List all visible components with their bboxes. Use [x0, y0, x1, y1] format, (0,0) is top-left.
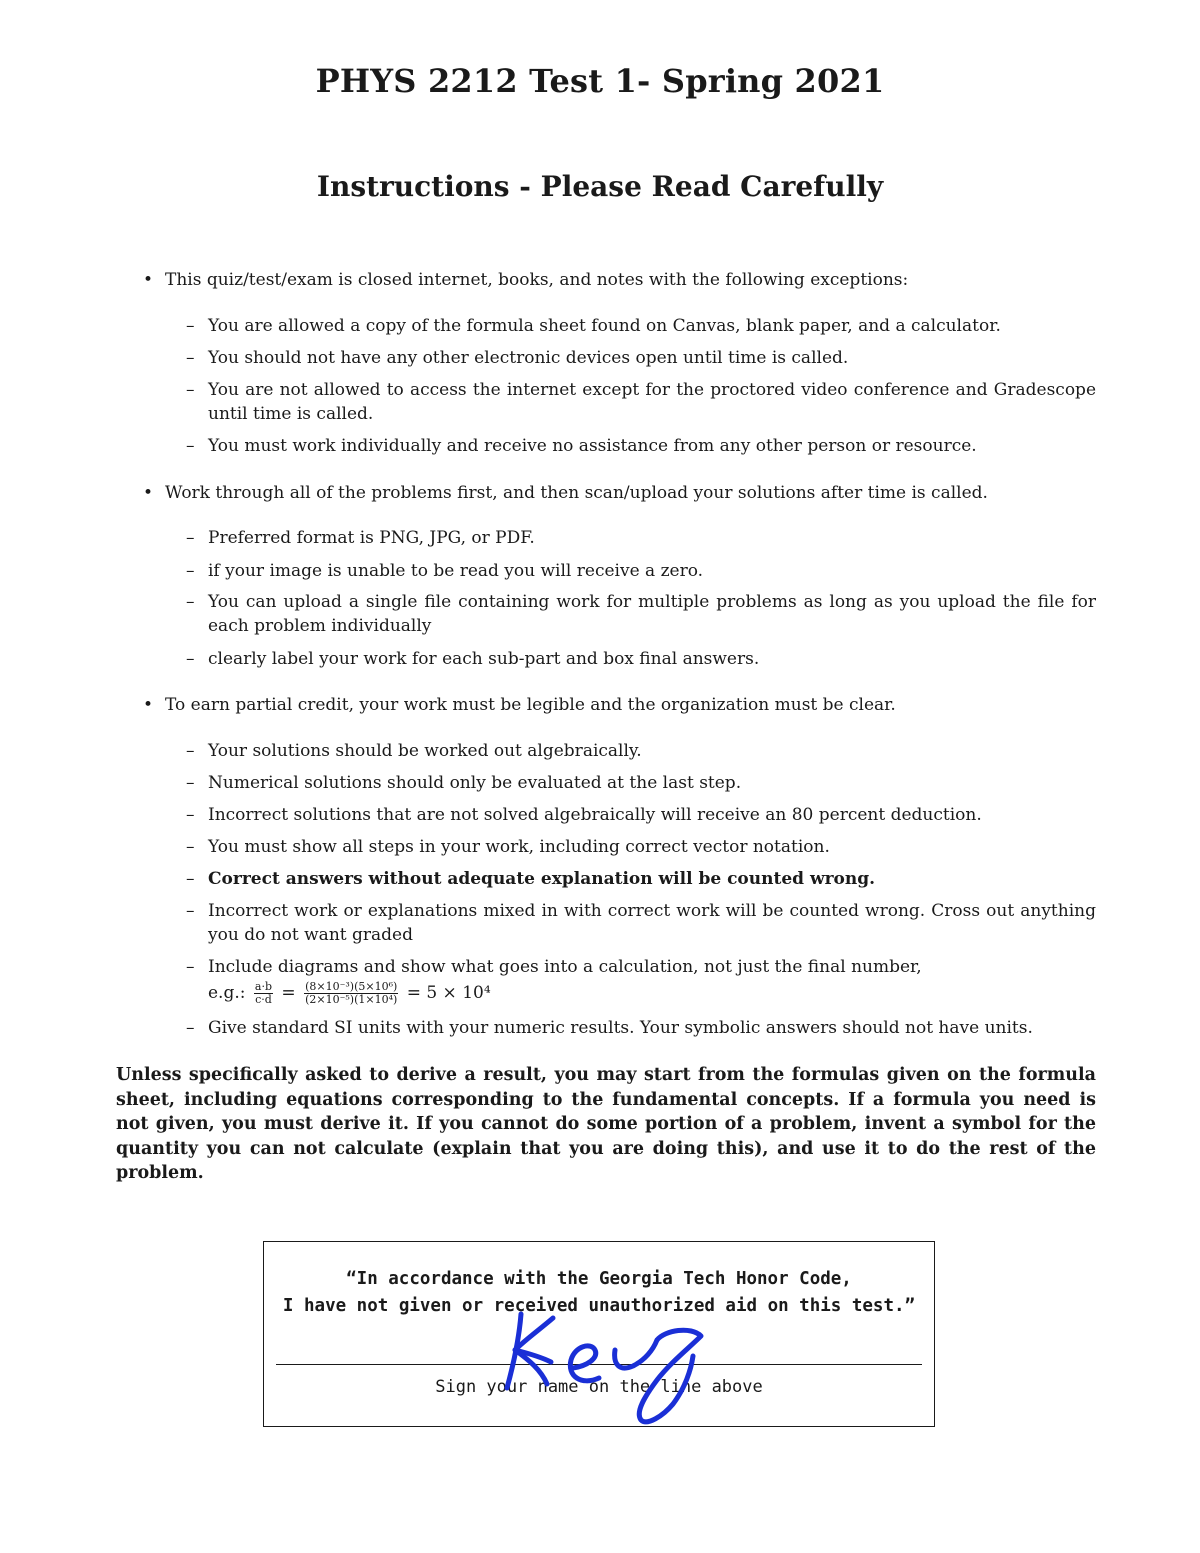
handwritten-signature [495, 1300, 725, 1430]
rhs-numerator: (8×10⁻³)(5×10⁶) [305, 980, 398, 993]
signature-stroke-e [570, 1346, 599, 1381]
list-item: You are not allowed to access the internet except for the proctored video conference and Gradescope until time is called. [208, 380, 1096, 424]
list-item: You are allowed a copy of the formula sheet found on Canvas, blank paper, and a calculator. [208, 316, 1001, 336]
bullet-marker: • [143, 695, 154, 715]
signature-stroke-y-left [615, 1340, 657, 1368]
lhs-denominator: c·d [255, 993, 272, 1006]
example-prefix: e.g.: [208, 983, 246, 1003]
list-item: Incorrect solutions that are not solved algebraically will receive an 80 percent deduction. [208, 805, 982, 825]
section-2-intro: Work through all of the problems first, and then scan/upload your solutions after time is called. [165, 483, 988, 503]
bullet-marker: • [143, 270, 154, 290]
signature-stroke-y-tail [639, 1330, 701, 1422]
list-item: Incorrect work or explanations mixed in with correct work will be counted wrong. Cross out anything you do not want graded [208, 901, 1096, 945]
list-item-emphasis: Correct answers without adequate explanation will be counted wrong. [208, 869, 876, 889]
list-item: You should not have any other electronic devices open until time is called. [208, 348, 849, 368]
honor-line-1: “In accordance with the Georgia Tech Honor Code, [346, 1269, 852, 1289]
section-1-intro: This quiz/test/exam is closed internet, books, and notes with the following exceptions: [165, 270, 909, 290]
dash-marker: – [186, 316, 195, 336]
lhs-fraction [254, 981, 273, 1006]
list-item: Give standard SI units with your numeric results. Your symbolic answers should not have units. [208, 1018, 1033, 1038]
dash-marker: – [186, 380, 195, 400]
dash-marker: – [186, 957, 195, 977]
dash-marker: – [186, 901, 195, 921]
list-item: You can upload a single file containing work for multiple problems as long as you upload the file for each problem individually [208, 592, 1096, 636]
dash-marker: – [186, 528, 195, 548]
dash-marker: – [186, 436, 195, 456]
list-item: Your solutions should be worked out algebraically. [208, 741, 642, 761]
dash-marker: – [186, 741, 195, 761]
dash-marker: – [186, 837, 195, 857]
dash-marker: – [186, 561, 195, 581]
dash-marker: – [186, 869, 195, 889]
list-item: clearly label your work for each sub-part and box final answers. [208, 649, 760, 669]
dash-marker: – [186, 1018, 195, 1038]
honor-line-2: I have not given or received unauthorized aid on this test.” [282, 1296, 916, 1316]
closing-paragraph: Unless specifically asked to derive a result, you may start from the formulas given on the formula sheet, including equations corresponding to the fundamental concepts. If a formula you need is not given, you must derive it. If you cannot do some portion of a problem, invent a symbol for the quantity you can not calculate (explain that you are doing this), and use it to do the rest of the problem. [116, 1065, 1096, 1183]
section-3-intro: To earn partial credit, your work must be legible and the organization must be clear. [165, 695, 896, 715]
rhs-fraction [304, 981, 398, 1006]
list-item: You must show all steps in your work, including correct vector notation. [208, 837, 830, 857]
signature-caption: Sign your name on the line above [435, 1377, 763, 1397]
dash-marker: – [186, 805, 195, 825]
dash-marker: – [186, 649, 195, 669]
example-equation [208, 978, 1096, 1008]
document-title: PHYS 2212 Test 1- Spring 2021 [315, 62, 885, 100]
lhs-numerator: a·b [254, 980, 272, 993]
dash-marker: – [186, 773, 195, 793]
equals-sign: = [281, 983, 296, 1003]
dash-marker: – [186, 348, 195, 368]
instructions-heading: Instructions - Please Read Carefully [316, 170, 884, 203]
list-item: You must work individually and receive no assistance from any other person or resource. [208, 436, 977, 456]
list-item: if your image is unable to be read you will receive a zero. [208, 561, 704, 581]
bullet-marker: • [143, 483, 154, 503]
list-item: Numerical solutions should only be evaluated at the last step. [208, 773, 742, 793]
list-item: Include diagrams and show what goes into a calculation, not just the final number, [208, 957, 922, 977]
rhs-denominator: (2×10⁻⁵)(1×10⁴) [305, 993, 398, 1006]
dash-marker: – [186, 592, 195, 612]
example-result: = 5 × 10⁴ [406, 983, 491, 1003]
list-item: Preferred format is PNG, JPG, or PDF. [208, 528, 535, 548]
